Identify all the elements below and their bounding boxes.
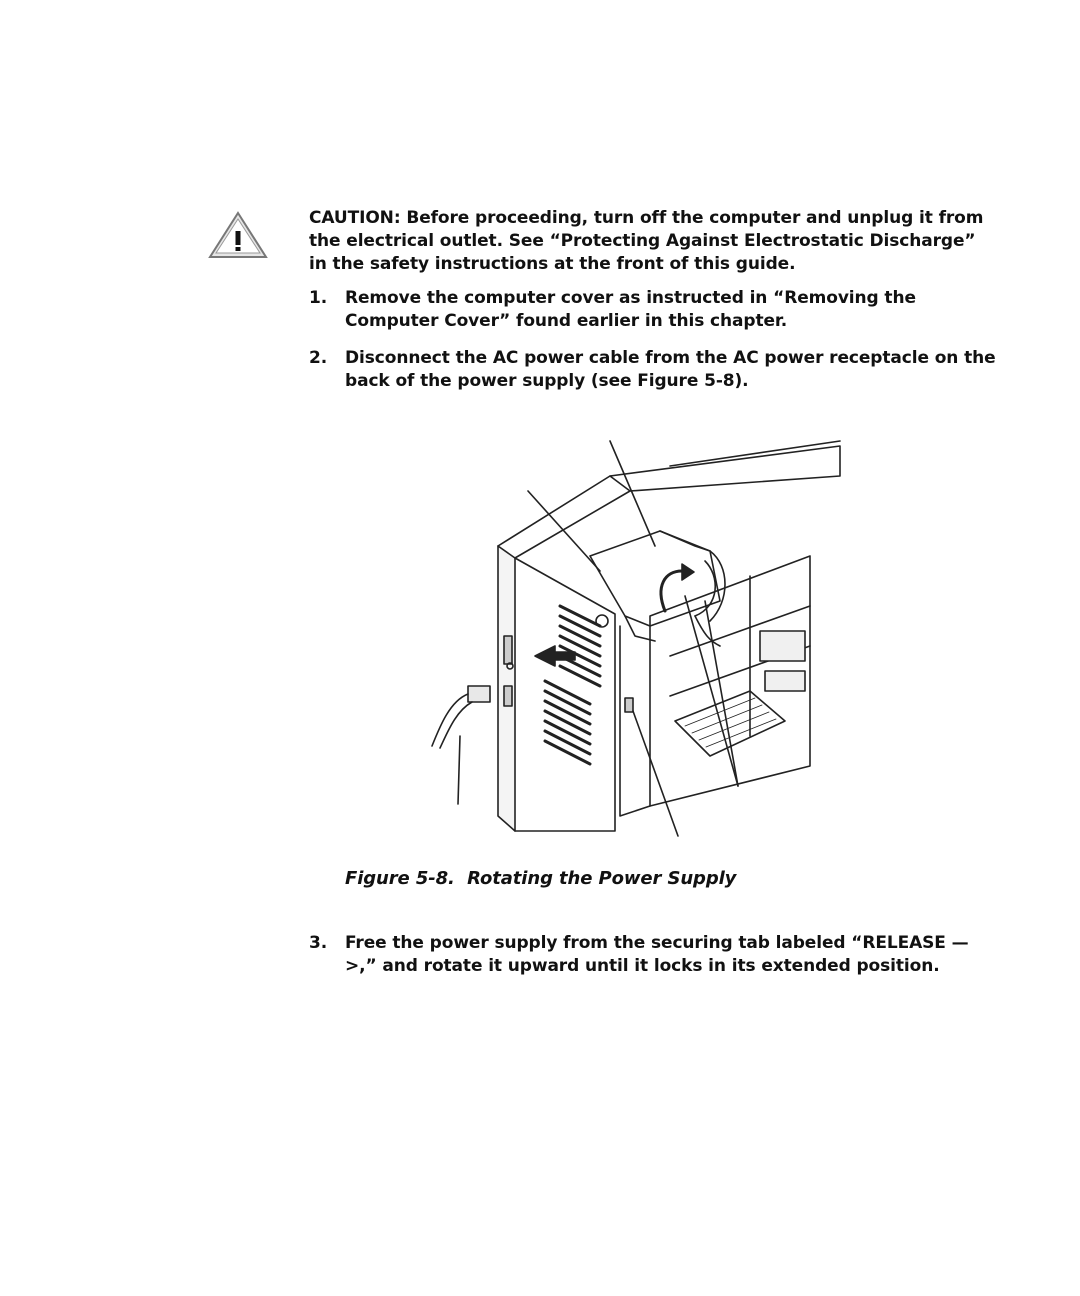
figure-caption: Figure 5-8. Rotating the Power Supply (345, 868, 737, 889)
step-text: Disconnect the AC power cable from the AC power receptacle on the back of the power supply (see Figure 5-8). (345, 348, 996, 391)
step-number: 2. (309, 348, 328, 368)
step-item (309, 347, 999, 393)
step-item (309, 287, 999, 333)
step-number: 3. (309, 933, 328, 953)
step-item (309, 932, 999, 978)
step-text: Free the power supply from the securing tab labeled “RELEASE —>,” and rotate it upward until it locks in its extended position. (345, 933, 969, 976)
power-supply-rotation-illustration (420, 436, 850, 841)
step-text: Remove the computer cover as instructed in “Removing the Computer Cover” found earlier in this chapter. (345, 288, 916, 331)
step-number: 1. (309, 288, 328, 308)
caution-text: CAUTION: Before proceeding, turn off the computer and unplug it from the electrical outlet. See “Protecting Against Electrostatic Discharge” in the safety instructions at the front of this guide. (309, 208, 984, 274)
caution-triangle-icon (208, 211, 268, 259)
